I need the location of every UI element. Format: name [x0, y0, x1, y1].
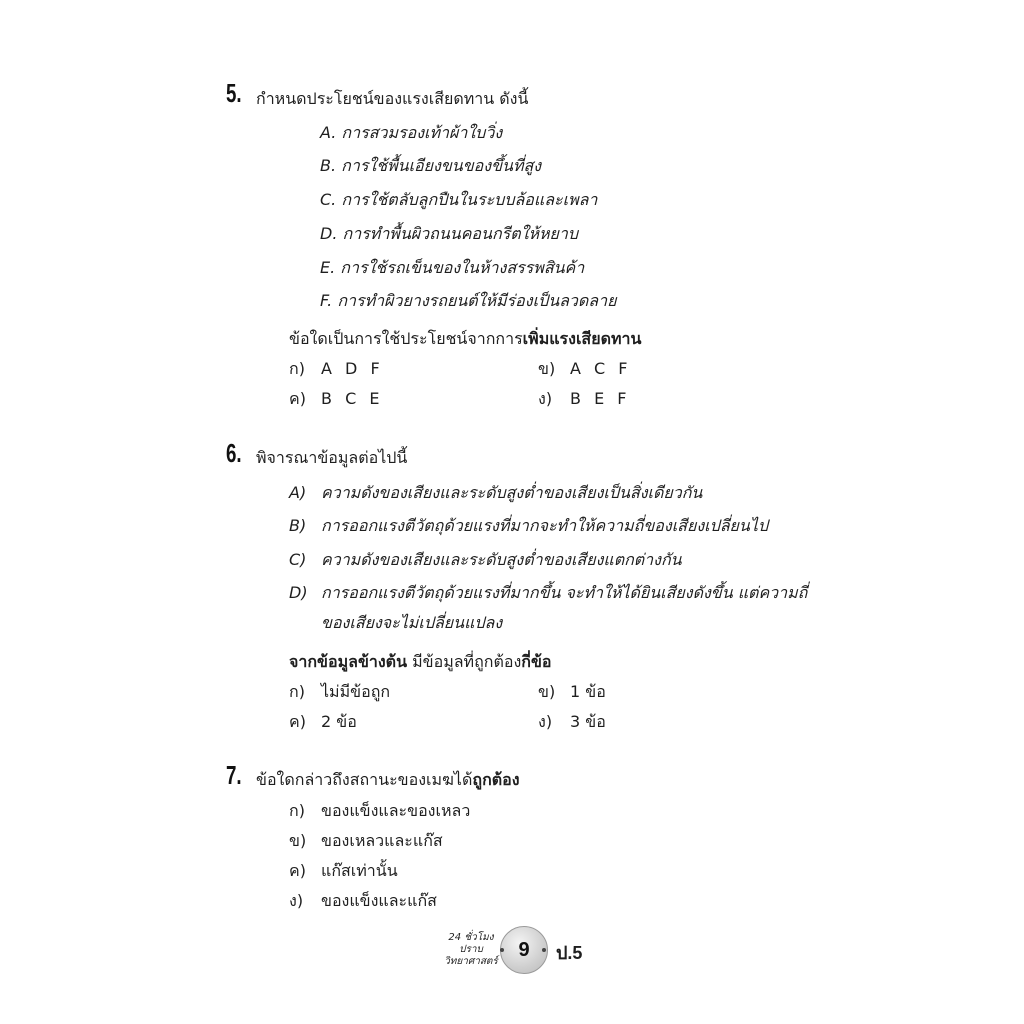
q5-choice-2[interactable] — [538, 357, 632, 382]
book-title-line: 24 ชั่วโมง — [448, 932, 494, 943]
item-label: A. — [320, 123, 337, 142]
item-text: การใช้พื้นเอียงขนของขึ้นที่สูง — [341, 156, 542, 175]
choice-key: ข) — [538, 359, 556, 378]
q5-item-c — [320, 188, 597, 213]
q6-choice-2[interactable] — [538, 680, 606, 705]
item-text: การใช้รถเข็นของในห้างสรรพสินค้า — [340, 258, 585, 277]
question-number-5: 5. — [226, 78, 242, 108]
question-7-stem — [256, 768, 520, 793]
item-label: E. — [320, 258, 336, 277]
item-text: การทำพื้นผิวถนนคอนกรีตให้หยาบ — [342, 224, 579, 243]
item-text: การทำผิวยางรถยนต์ให้มีร่องเป็นลวดลาย — [337, 291, 617, 310]
q6-item-d — [289, 581, 807, 606]
q7-choice-3[interactable] — [289, 859, 398, 884]
item-text: ความดังของเสียงและระดับสูงต่ำของเสียงแตกต่างกัน — [321, 550, 682, 569]
q5-item-b — [320, 154, 541, 179]
choice-value: ของเหลวและแก๊ส — [321, 831, 443, 850]
q7-choice-4[interactable] — [289, 889, 437, 914]
choice-key: ค) — [289, 861, 306, 880]
q5-choice-4[interactable] — [538, 387, 630, 412]
q6-choice-4[interactable] — [538, 710, 606, 735]
item-text: การออกแรงตีวัตถุด้วยแรงที่มากขึ้น จะทำให้ได้ยินเสียงดังขึ้น แต่ความถี่ — [321, 583, 808, 602]
item-text: การออกแรงตีวัตถุด้วยแรงที่มากจะทำให้ความถี่ของเสียงเปลี่ยนไป — [321, 516, 769, 535]
item-text: ความดังของเสียงและระดับสูงต่ำของเสียงเป็นสิ่งเดียวกัน — [321, 483, 703, 502]
grade-label: ป.5 — [556, 943, 583, 963]
book-title — [436, 932, 506, 968]
item-text: การสวมรองเท้าผ้าใบวิ่ง — [341, 123, 503, 142]
item-label: A) — [289, 483, 307, 502]
choice-key: ข) — [289, 831, 307, 850]
choice-value: A D F — [321, 359, 384, 378]
choice-key: ง) — [538, 389, 553, 408]
choice-value: A C F — [570, 359, 632, 378]
choice-key: ค) — [289, 389, 306, 408]
item-label: B. — [320, 156, 337, 175]
prompt-text: ข้อใดเป็นการใช้ประโยชน์จากการ — [289, 329, 523, 348]
prompt-text: มีข้อมูลที่ถูกต้อง — [407, 652, 522, 671]
choice-value: ของแข็งและของเหลว — [321, 801, 471, 820]
item-label: B) — [289, 516, 307, 535]
item-label: F. — [320, 291, 333, 310]
page-number: 9 — [518, 938, 530, 961]
choice-value: 1 ข้อ — [570, 682, 606, 701]
choice-key: ง) — [289, 891, 304, 910]
q5-item-a — [320, 121, 502, 146]
q6-item-d-continued: ของเสียงจะไม่เปลี่ยนแปลง — [321, 613, 503, 632]
choice-key: ค) — [289, 712, 306, 731]
item-label: C. — [320, 190, 337, 209]
q6-choice-3[interactable] — [289, 710, 357, 735]
question-number-7: 7. — [226, 760, 242, 790]
badge-dot-left — [500, 948, 504, 952]
stem-emphasis: ถูกต้อง — [472, 770, 520, 789]
q7-choice-1[interactable] — [289, 799, 470, 824]
choice-value: ไม่มีข้อถูก — [321, 682, 391, 701]
choice-value: 3 ข้อ — [570, 712, 606, 731]
q5-choice-3[interactable] — [289, 387, 383, 412]
item-text: การใช้ตลับลูกปืนในระบบล้อและเพลา — [341, 190, 598, 209]
choice-value: ของแข็งและแก๊ส — [321, 891, 437, 910]
q5-item-f — [320, 289, 616, 314]
prompt-emphasis: เพิ่มแรงเสียดทาน — [522, 329, 642, 348]
q6-choice-1[interactable] — [289, 680, 390, 705]
choice-key: ข) — [538, 682, 556, 701]
q7-choice-2[interactable] — [289, 829, 443, 854]
stem-text: ข้อใดกล่าวถึงสถานะของเมฆได้ — [256, 770, 473, 789]
question-6-prompt — [289, 650, 552, 675]
book-title-line: วิทยาศาสตร์ — [444, 956, 498, 967]
item-label: C) — [289, 550, 307, 569]
choice-value: B C E — [321, 389, 384, 408]
choice-key: ก) — [289, 682, 305, 701]
badge-dot-right — [542, 948, 546, 952]
q6-item-c — [289, 548, 682, 573]
question-5-prompt — [289, 327, 641, 352]
question-6-stem: พิจารณาข้อมูลต่อไปนี้ — [256, 448, 408, 467]
choice-key: ง) — [538, 712, 553, 731]
item-label: D. — [320, 224, 338, 243]
question-5-stem: กำหนดประโยชน์ของแรงเสียดทาน ดังนี้ — [256, 89, 529, 108]
choice-value: 2 ข้อ — [321, 712, 357, 731]
page-number-badge — [500, 926, 548, 974]
item-label: D) — [289, 583, 308, 602]
prompt-emphasis: จากข้อมูลข้างต้น — [289, 652, 408, 671]
q5-choice-1[interactable] — [289, 357, 384, 382]
q5-item-d — [320, 222, 578, 247]
question-number-6: 6. — [226, 438, 242, 468]
q6-item-b — [289, 514, 768, 539]
q6-item-a — [289, 481, 702, 506]
choice-key: ก) — [289, 359, 305, 378]
choice-key: ก) — [289, 801, 305, 820]
q5-item-e — [320, 256, 584, 281]
book-title-line: ปราบ — [459, 944, 483, 955]
choice-value: B E F — [570, 389, 631, 408]
prompt-emphasis: กี่ข้อ — [521, 652, 552, 671]
choice-value: แก๊สเท่านั้น — [321, 861, 398, 880]
